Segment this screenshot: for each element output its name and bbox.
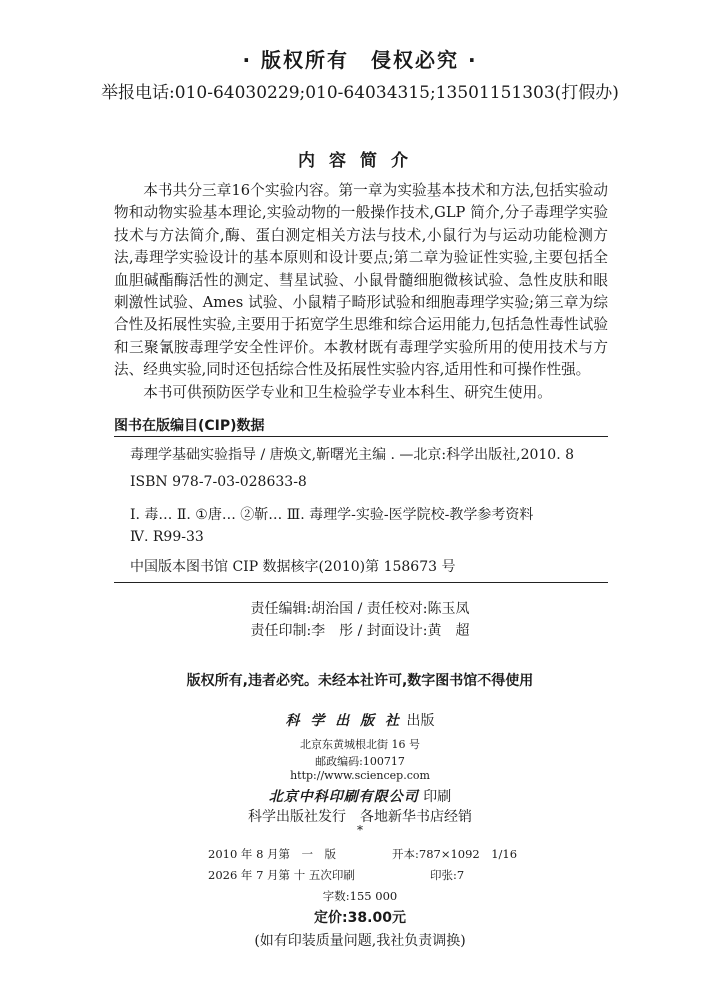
cip-classification: Ⅳ. R99-33 bbox=[130, 529, 204, 545]
cip-divider bbox=[114, 582, 608, 583]
cip-title-line: 毒理学基础实验指导 / 唐焕文,靳曙光主编 . —北京:科学出版社,2010. 8 bbox=[130, 447, 575, 463]
printer-suffix: 印刷 bbox=[418, 789, 452, 805]
production-credits: 责任印制:李 彤 / 封面设计:黄 超 bbox=[250, 623, 470, 639]
price-unit: 元 bbox=[391, 910, 406, 926]
copyright-title: · 版权所有 侵权必究 · bbox=[242, 48, 478, 72]
format-info: 开本:787×1092 1/16 bbox=[392, 847, 518, 861]
editor-credits: 责任编辑:胡治国 / 责任校对:陈玉凤 bbox=[250, 601, 470, 617]
report-phone: 举报电话:010-64030229;010-64034315;13501151303(打假办) bbox=[101, 83, 619, 103]
separator-star: * bbox=[357, 823, 363, 837]
cip-subjects: Ⅰ. 毒… Ⅱ. ①唐… ②靳… Ⅲ. 毒理学-实验-医学院校-教学参考资料 bbox=[130, 507, 534, 523]
price-label: 定价: bbox=[314, 910, 348, 926]
price-line bbox=[0, 907, 720, 927]
intro-paragraph: 本书共分三章16个实验内容。第一章为实验基本技术和方法,包括实验动物和动物实验基本理论,实验动物的一般操作技术,GLP 简介,分子毒理学实验技术与方法简介,酶、蛋白测定相关方法与技术,小鼠行为与运动功能检测方法,毒理学实验设计的基本原则和设计要点;第二章为验证性实验,主要包括全血胆碱酯酶活性的测定、彗星试验、小鼠骨髓细胞微核试验、急性皮肤和眼刺激性试验、Ames 试验、小鼠精子畸形试验和细胞毒理学实验;第三章为综合性及拓展性实验,主要用于拓宽学生思维和综合运用能力,包括急性毒性试验和三聚氰胺毒理学安全性评价。本教材既有毒理学实验所用的使用技术与方法、经典实验,同时还包括综合性及拓展性实验内容,适用性和可操作性强。 bbox=[114, 182, 608, 379]
intro-heading: 内容简介 bbox=[298, 151, 422, 171]
exchange-note: (如有印装质量问题,我社负责调换) bbox=[254, 933, 466, 949]
intro-body bbox=[114, 180, 608, 404]
publisher-url: http://www.sciencep.com bbox=[290, 769, 430, 782]
cip-record-number: 中国版本图书馆 CIP 数据核字(2010)第 158673 号 bbox=[130, 559, 456, 575]
cip-divider bbox=[114, 436, 608, 437]
publisher-address: 北京东黄城根北街 16 号 bbox=[300, 738, 420, 751]
distribution-line: 科学出版社发行 各地新华书店经销 bbox=[248, 809, 472, 825]
publisher-line bbox=[0, 710, 720, 730]
sheets-info: 印张:7 bbox=[430, 868, 465, 882]
publisher-postcode: 邮政编码:100717 bbox=[315, 755, 405, 768]
publisher-suffix: 出版 bbox=[402, 713, 435, 729]
intro-paragraph: 本书可供预防医学专业和卫生检验学专业本科生、研究生使用。 bbox=[143, 383, 552, 401]
printer-line bbox=[0, 786, 720, 806]
rights-notice: 版权所有,违者必究。未经本社许可,数字图书馆不得使用 bbox=[186, 673, 534, 689]
cip-heading: 图书在版编目(CIP)数据 bbox=[114, 418, 265, 434]
printing-info: 2026 年 7 月第 十 五次印刷 bbox=[208, 868, 355, 882]
publisher-name: 科 学 出 版 社 bbox=[285, 713, 403, 729]
word-count: 字数:155 000 bbox=[322, 889, 398, 903]
price-value: 38.00 bbox=[347, 910, 392, 926]
printer-name: 北京中科印刷有限公司 bbox=[268, 789, 419, 805]
edition-info: 2010 年 8 月第 一 版 bbox=[208, 847, 337, 861]
cip-isbn: ISBN 978-7-03-028633-8 bbox=[130, 474, 307, 490]
